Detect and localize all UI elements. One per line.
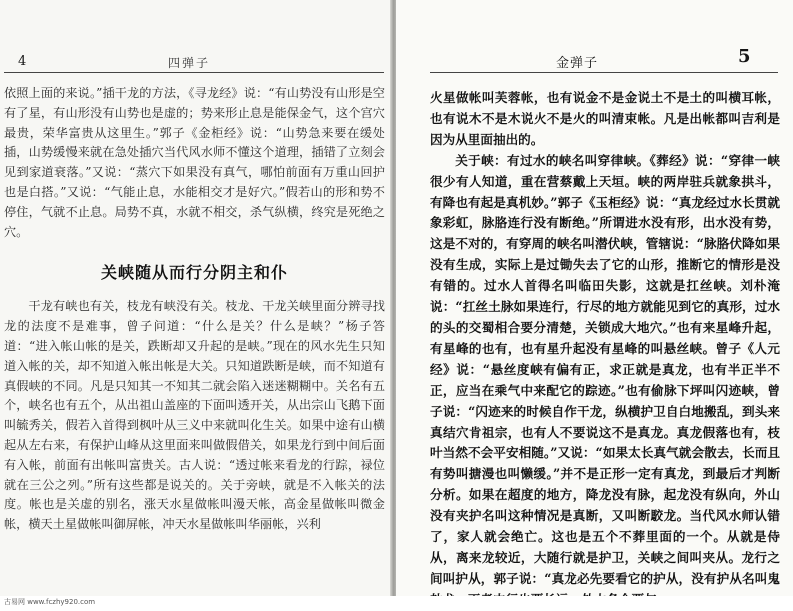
section-heading: 关峡随从而行分阴主和仆 (100, 263, 288, 283)
right-page-body (430, 88, 780, 611)
right-paragraph-2: 关于峡：有过水的峡名叫穿律峡。《葬经》说：“穿律一峡很少有人知道，重在营蔡戴上天垣。峡的两岸驻兵就象拱斗，有降也有起是真机妙。”郭子《玉柜经》说：“真龙经过水长贯就象彩虹，脉胳连行没有断绝。”所谓进水没有形，出水没有势，这是不对的，有穿周的峡名叫潜伏峡，管辖说：“脉胳伏降如果没有生成，实际上是过锄失去了它的山形，推断它的情形是没有错的。过水人首得名叫临田失影，这就是扛丝峡。刘朴淹说：“扛丝土脉如果连行，行尽的地方就能见到它的真形，过水的头的交蜀相合要分清楚，关锁成大地穴。”也有来星峰升起，有星峰的也有，也有星升起没有星峰的叫悬丝峡。曾子《人元经》说：“悬丝度峡有偏有正，求正就是真龙，也有半正半不正，应当在乘气中来配它的踪迹。”也有偷脉下坪叫闪迹峡，曾子说：“闪迹来的时候自作干龙，纵横护卫自白地搬乱，到头来真结穴肯祖宗，也有人不要说这不是真龙。真龙假落也有，枝叶当然不会平安相随。”又说：“如果太长真气就会散去，长而且有势叫搪漫也叫懒缓。”并不是正形一定有真龙，到最后才判断分析。如果在超度的地方，降龙没有脉，起龙没有纵向，外山没有夹护名叫这种情况是真断，又叫断駮龙。当代风水师认错了，家人就会绝亡。这也是五个不葬里面的一个。从就是侍从，离来龙较近，大随行就是护卫，关峡之间叫夹从。龙行之间叫护从，郭子说：“真龙必先要看它的护从，没有护从名叫鬼 (430, 152, 780, 586)
left-paragraph-2: 干龙有峡也有关，枝龙有峡没有关。枝龙、干龙关峡里面分辨寻找龙的法度不是难事，曾子问道：“什么是关？什么是峡？”杨子答道：“进入帐山帐的是关，跌断却又升起的是峡。”现在的风水先生只知道入帐的关，却不知道入帐出帐是大关。只知道跌断是峡，而不知道有真假峡的不同。凡是只知其一不知其二就会陷入迷迷糊糊中。关名有五个，峡名也有五个，从出祖山盖座的下面叫透开关，从出宗山飞鹅下面叫毓秀关，假若入首得到枫叶从三义中来就叫化生关。如果中途有山横起从左右来，有保护山峰从这里面来叫做假借关，如果龙行到中间后面有入帐，前面有出帐叫富贵关。古人说：“透过帐来看龙的行踪，禄位就在三公之列。”所有这些都是说关的。关于旁峡，就是不入帐关的法度。帐也是关虚的别名，涨天水星做帐叫漫天帐，高金星做帐叫微金帐，横天土星做帐叫御屏帐，冲天水星做帐叫华丽帐，兴利 (4, 299, 385, 532)
left-page-header (0, 50, 392, 74)
right-header-rule (430, 72, 778, 73)
left-header-rule (4, 72, 384, 73)
footer-bar (0, 596, 793, 609)
left-running-title: 四弹子 (168, 56, 211, 70)
left-page-number: 4 (18, 54, 27, 69)
footer-watermark: 古易网 www.fczhy920.com (4, 598, 96, 606)
right-page (396, 0, 793, 596)
right-running-title: 金弹子 (556, 56, 599, 71)
right-page-header (396, 46, 793, 74)
right-paragraph-1: 火星做帐叫芙蓉帐，也有说金不是金说土不是土的叫横耳帐，也有说木不是木说火不是火的叫清束帐。凡是出帐都叫吉利是因为从里面抽出的。 (430, 90, 780, 147)
left-page-body (4, 84, 385, 535)
right-page-number: 5 (738, 46, 751, 67)
left-page (0, 0, 392, 596)
left-paragraph-1: 依照上面的来说。”插干龙的方法，《寻龙经》说：“有山势没有山形是空有了星，有山形没有山势也是虚的；势来形止息是能保金气，这个宫穴最贵，荣华富贵从这里生。”郭子《金柜经》说：“山势急来要在缓处插，山势缓慢来就在急处插穴当代风水师不懂这个道理，插错了立刻会见到家道衰落。”又说：“蒸穴下如果没有真气，哪怕前面有万重山回护也是白搭。”又说：“气能止息，水能相交才是好穴。”假若山的形和势不停住，气就不止息。局势不真，水就不相交，杀气纵横，终究是死绝之穴。 (4, 86, 385, 239)
